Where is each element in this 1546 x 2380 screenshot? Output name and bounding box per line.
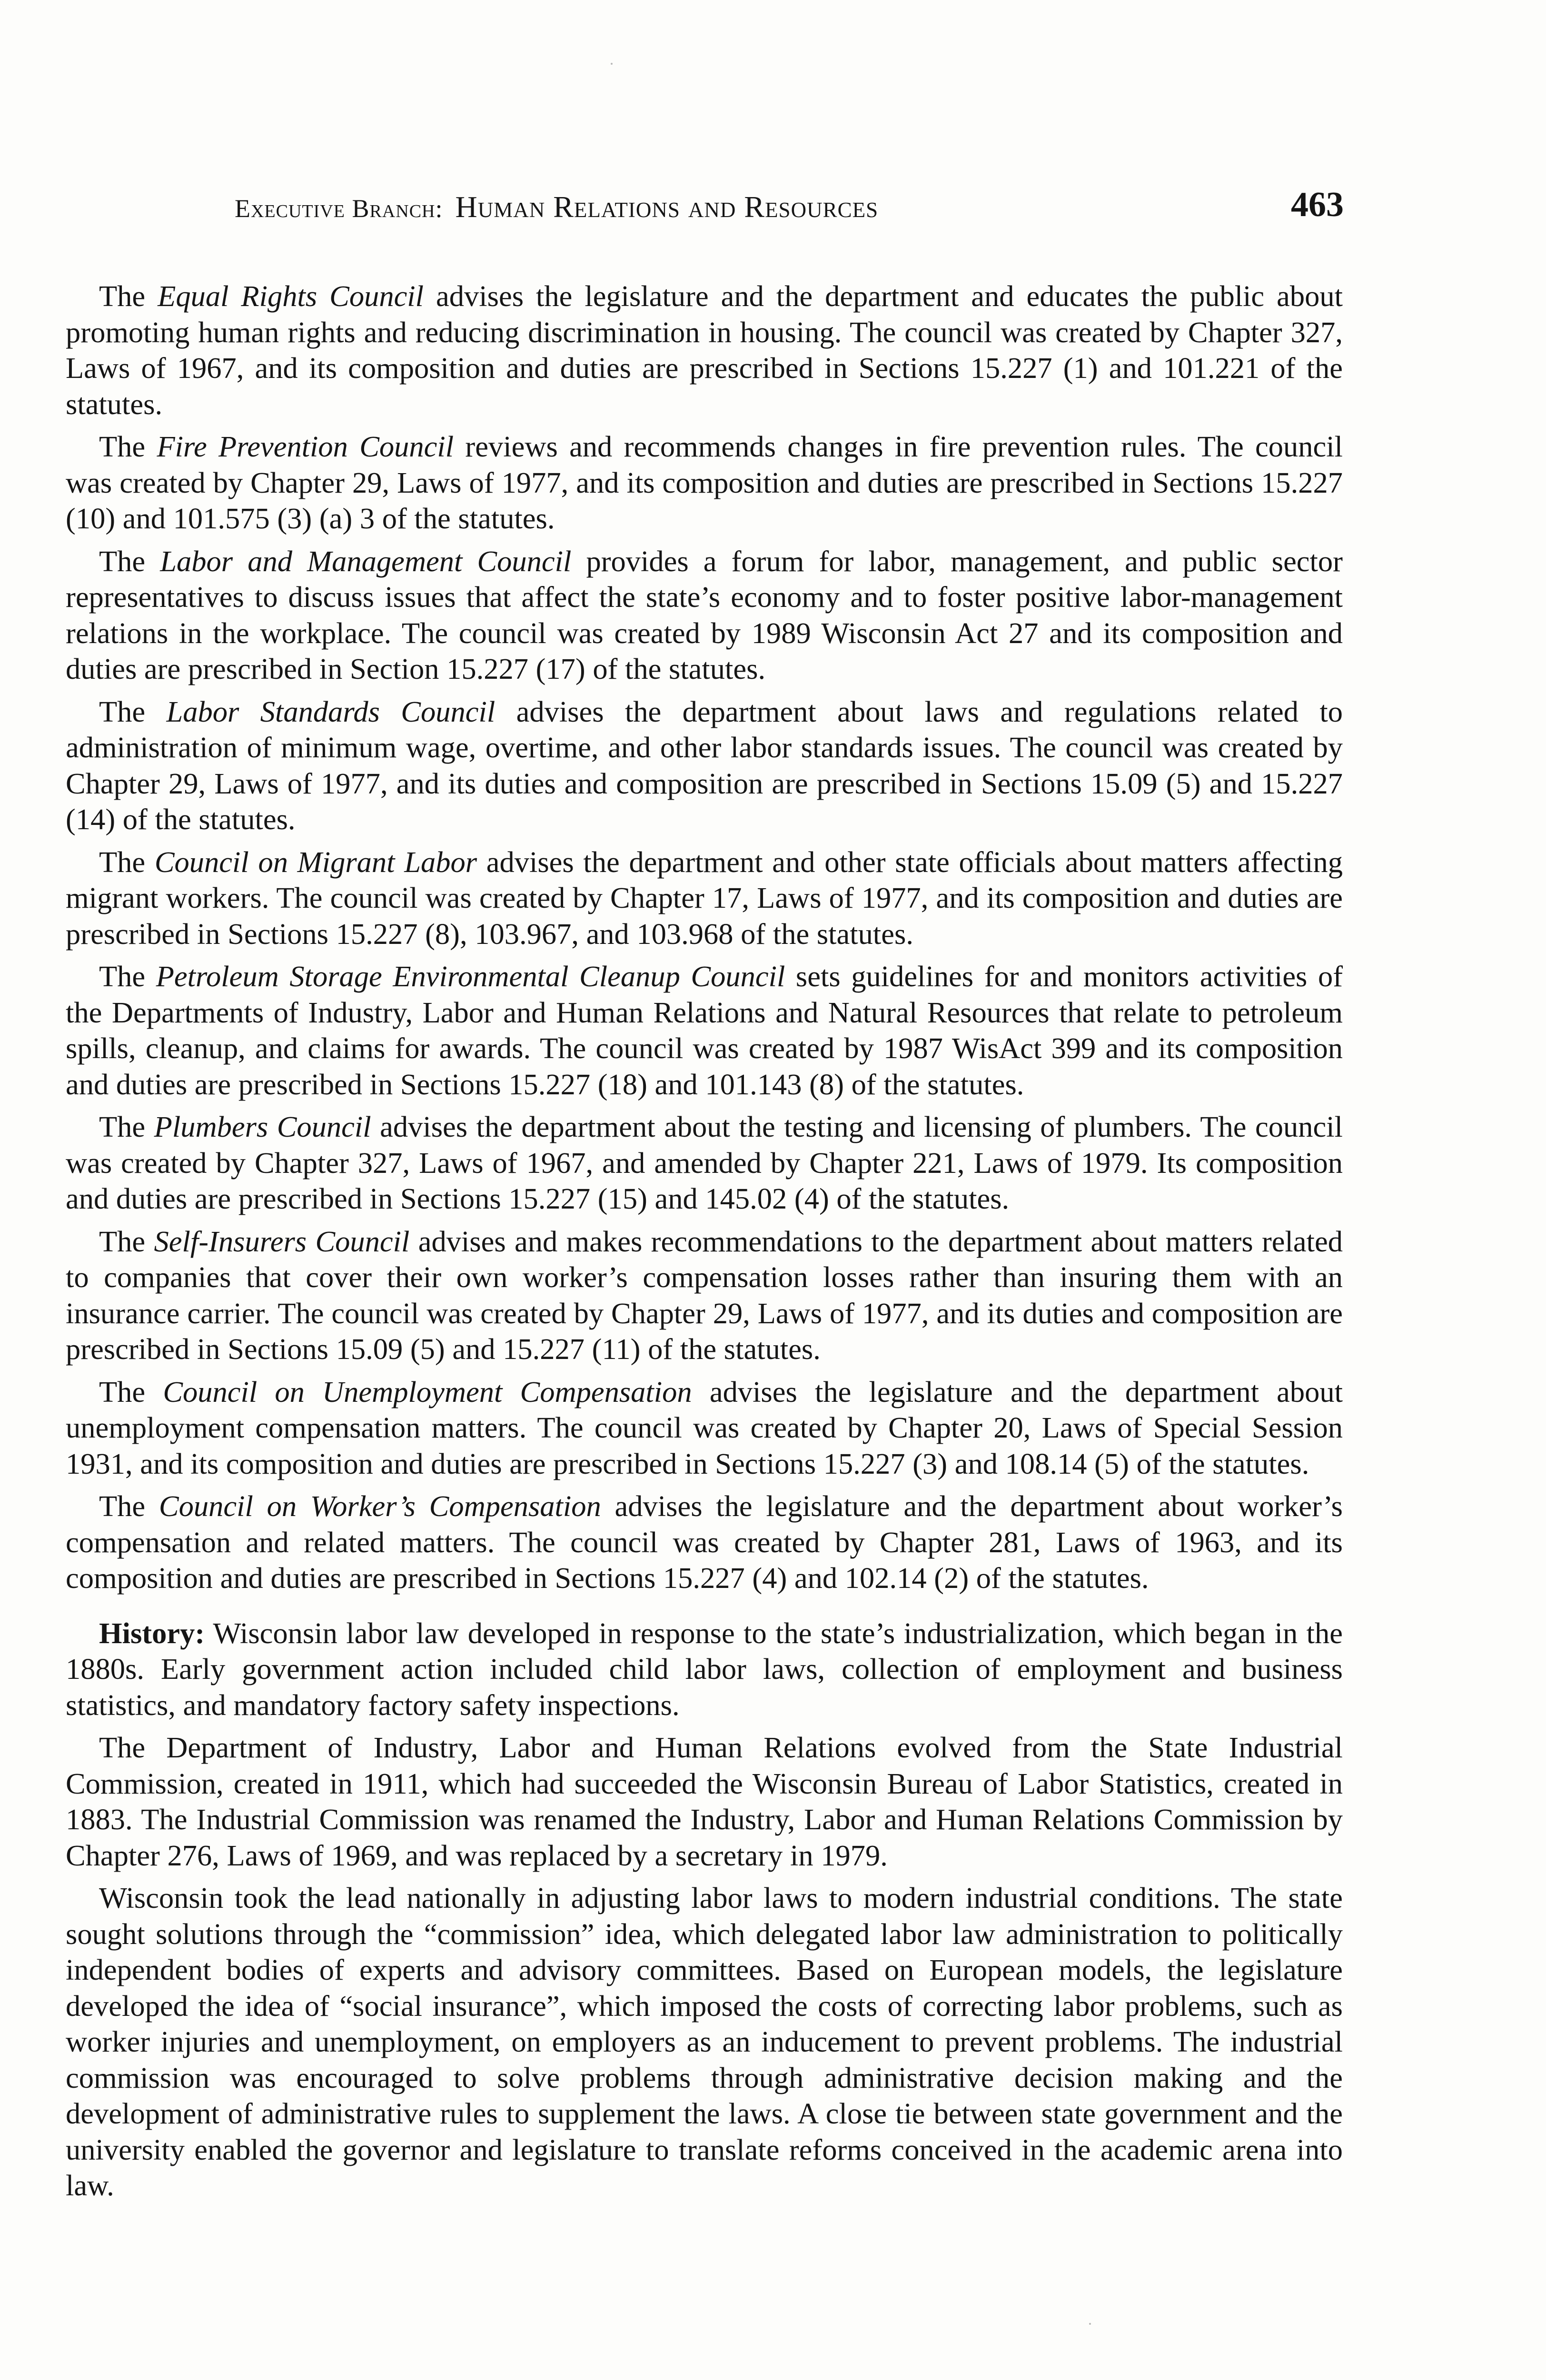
- council-name: Self-Insurers Council: [154, 1224, 410, 1258]
- paragraph-department-evolution: [66, 1730, 1343, 1874]
- paragraph-lead: The: [99, 1375, 163, 1408]
- paragraph-text: advises the department about the testing and licensing of plumbers. The council was created by Chapter 327, Laws of 1967, and amended by Chapter 221, Laws of 1979. Its composition and duties are prescribed in Sections 15.227 (15) and 145.02 (4) of the statutes.: [66, 1110, 1343, 1215]
- council-name: Fire Prevention Council: [157, 430, 454, 463]
- scan-speck: [1089, 2323, 1091, 2325]
- council-name: Labor and Management Council: [160, 544, 572, 578]
- paragraph-text: advises the legislature and the department and educates the public about promoting human rights and reducing discrimination in housing. The council was created by Chapter 327, Laws of 1967, and its composition and duties are prescribed in Sections 15.227 (1) and 101.221 of the statutes.: [66, 279, 1343, 421]
- running-head: [235, 185, 1344, 232]
- paragraph-labor-management-council: [66, 544, 1343, 687]
- paragraph-text: advises the legislature and the department about worker’s compensation and related matters. The council was created by Chapter 281, Laws of 1963, and its composition and duties are prescribed in Sections 15.227 (4) and 102.14 (2) of the statutes.: [66, 1489, 1343, 1595]
- paragraph-text: advises the legislature and the department about unemployment compensation matters. The council was created by Chapter 20, Laws of Special Session 1931, and its composition and duties are prescribed in Sections 15.227 (3) and 108.14 (5) of the statutes.: [66, 1375, 1343, 1480]
- body-text: [66, 278, 1343, 2211]
- paragraph-workers-compensation-council: [66, 1488, 1343, 1597]
- paragraph-text: Wisconsin labor law developed in response to the state’s industrialization, which began in the 1880s. Early government action included child labor laws, collection of employment and business statistics, and mandatory factory safety inspections.: [66, 1616, 1343, 1722]
- council-name: Council on Worker’s Compensation: [159, 1489, 601, 1523]
- council-name: Council on Unemployment Compensation: [163, 1375, 692, 1408]
- paragraph-fire-prevention-council: [66, 429, 1343, 537]
- paragraph-lead: The: [99, 279, 158, 313]
- paragraph-lead: The: [99, 1489, 159, 1523]
- paragraph-labor-standards-council: [66, 694, 1343, 838]
- paragraph-migrant-labor-council: [66, 844, 1343, 952]
- scan-speck: [611, 63, 613, 65]
- paragraph-lead: The: [99, 544, 160, 578]
- paragraph-lead: The: [99, 1224, 154, 1258]
- paragraph-lead: The: [99, 960, 156, 993]
- paragraph-plumbers-council: [66, 1109, 1343, 1217]
- paragraph-text: reviews and recommends changes in fire prevention rules. The council was created by Chapter 29, Laws of 1977, and its composition and duties are prescribed in Sections 15.227 (10) and 101.575 (3) (a) 3 of the statutes.: [66, 430, 1343, 535]
- council-name: Equal Rights Council: [158, 279, 424, 313]
- paragraph-text: advises and makes recommendations to the department about matters related to companies that cover their own worker’s compensation losses rather than insuring them with an insurance carrier. The council was created by Chapter 29, Laws of 1977, and its duties and composition are prescribed in Sections 15.09 (5) and 15.227 (11) of the statutes.: [66, 1224, 1343, 1366]
- history-label: History:: [99, 1616, 205, 1650]
- paragraph-lead: The: [99, 694, 167, 728]
- running-head-title: [235, 189, 878, 225]
- paragraph-wisconsin-lead: [66, 1880, 1343, 2204]
- branch-label: Executive Branch:: [235, 194, 443, 223]
- paragraph-lead: The: [99, 845, 155, 879]
- paragraph-text: advises the department about laws and regulations related to administration of minimum wage, overtime, and other labor standards issues. The council was created by Chapter 29, Laws of 1977, and its duties and composition are prescribed in Sections 15.09 (5) and 15.227 (14) of the statutes.: [66, 694, 1343, 836]
- council-name: Labor Standards Council: [166, 694, 496, 728]
- council-name: Petroleum Storage Environmental Cleanup Council: [156, 960, 785, 993]
- paragraph-lead: The: [99, 1110, 154, 1143]
- council-name: Council on Migrant Labor: [154, 845, 477, 879]
- paragraph-text: Wisconsin took the lead nationally in adjusting labor laws to modern industrial conditions. The state sought solutions through the “commission” idea, which delegated labor law administration to politically independent bodies of experts and advisory committees. Based on European models, the legislature developed the idea of “social insurance”, which imposed the costs of correcting labor problems, such as worker injuries and unemployment, on employers as an inducement to prevent problems. The industrial commission was encouraged to solve problems through administrative decision making and the development of administrative rules to supplement the laws. A close tie between state government and the university enabled the governor and legislature to translate reforms conceived in the academic arena into law.: [66, 1881, 1343, 2202]
- paragraph-text: sets guidelines for and monitors activities of the Departments of Industry, Labor and Human Relations and Natural Resources that relate to petroleum spills, cleanup, and claims for awards. The council was created by 1987 WisAct 399 and its composition and duties are prescribed in Sections 15.227 (18) and 101.143 (8) of the statutes.: [66, 960, 1343, 1101]
- section-title: Human Relations and Resources: [455, 190, 879, 224]
- paragraph-self-insurers-council: [66, 1224, 1343, 1368]
- paragraph-equal-rights-council: [66, 278, 1343, 422]
- paragraph-text: provides a forum for labor, management, and public sector representatives to discuss issues that affect the state’s economy and to foster positive labor-management relations in the workplace. The council was created by 1989 Wisconsin Act 27 and its composition and duties are prescribed in Section 15.227 (17) of the statutes.: [66, 544, 1343, 685]
- paragraph-petroleum-storage-council: [66, 959, 1343, 1102]
- paragraph-text: advises the department and other state officials about matters affecting migrant workers. The council was created by Chapter 17, Laws of 1977, and its composition and duties are prescribed in Sections 15.227 (8), 103.967, and 103.968 of the statutes.: [66, 845, 1343, 951]
- paragraph-history: [66, 1616, 1343, 1724]
- paragraph-text: The Department of Industry, Labor and Human Relations evolved from the State Industrial Commission, created in 1911, which had succeeded the Wisconsin Bureau of Labor Statistics, created in 1883. The Industrial Commission was renamed the Industry, Labor and Human Relations Commission by Chapter 276, Laws of 1969, and was replaced by a secretary in 1979.: [66, 1731, 1343, 1872]
- council-name: Plumbers Council: [154, 1110, 371, 1143]
- paragraph-unemployment-compensation-council: [66, 1374, 1343, 1482]
- paragraph-lead: The: [99, 430, 157, 463]
- page-number: 463: [1291, 185, 1344, 224]
